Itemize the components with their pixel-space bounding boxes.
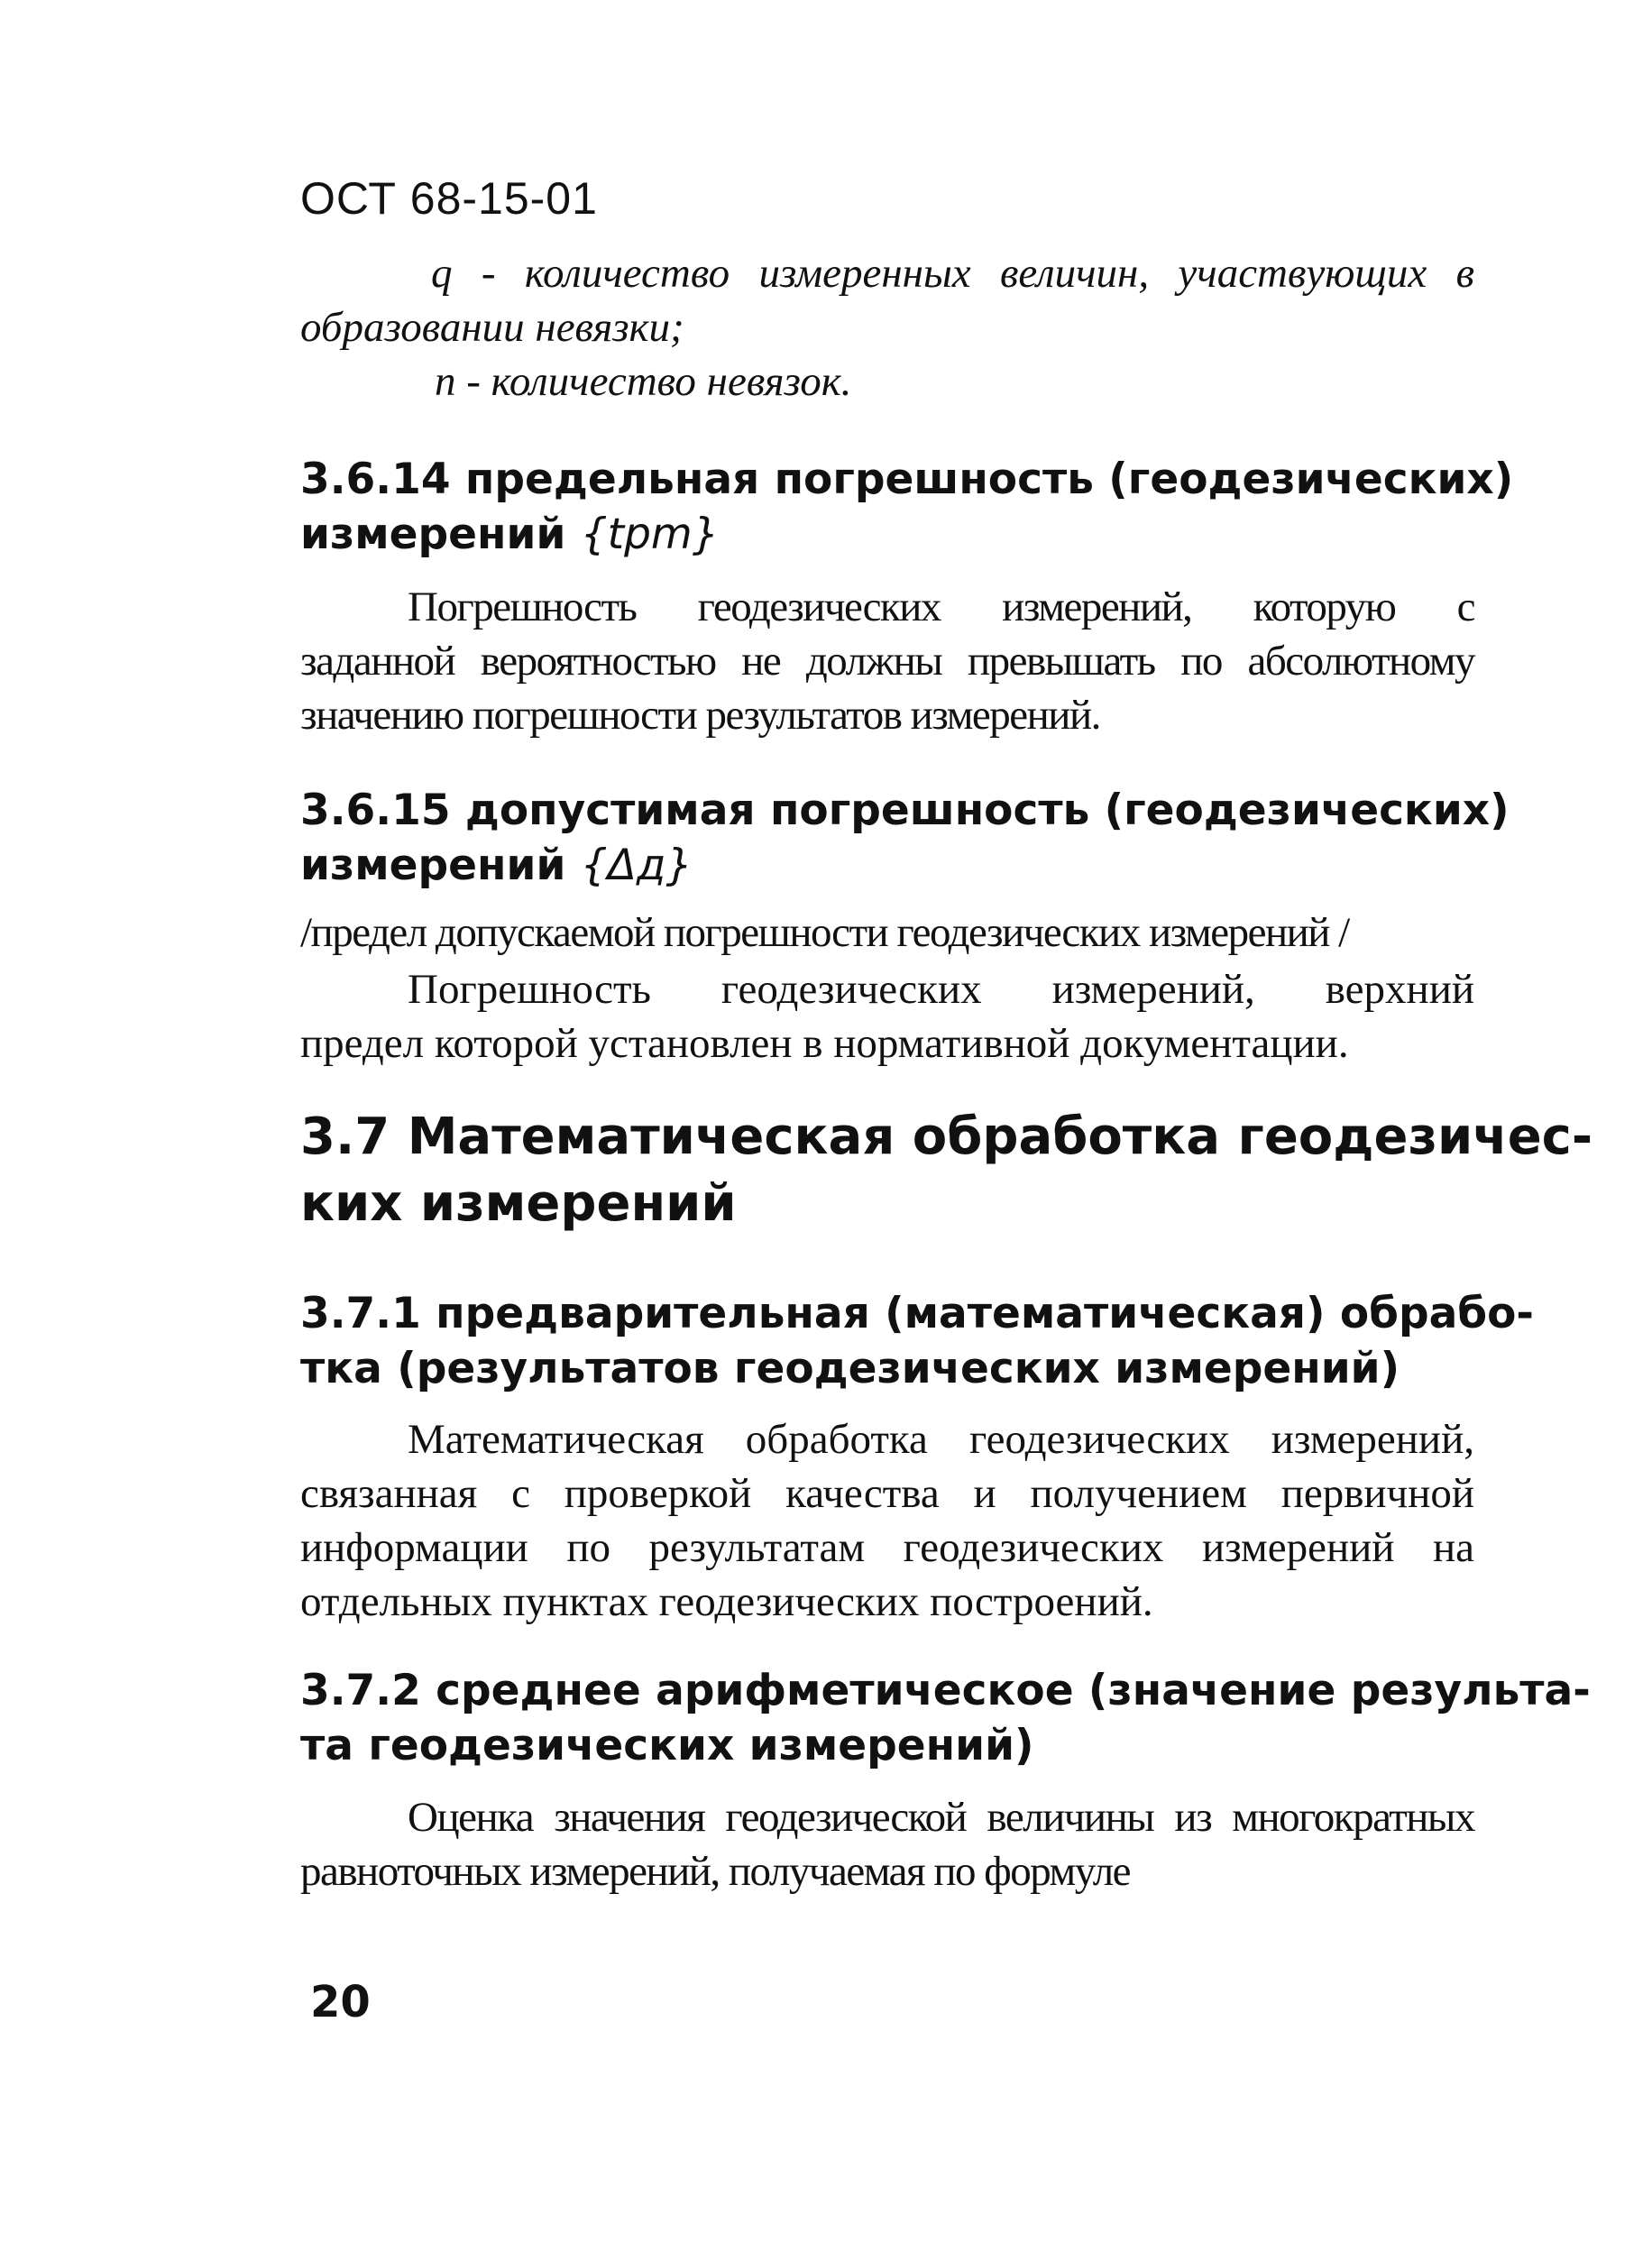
heading-3-6-15-line2: [300, 836, 693, 896]
body-3-7-1-line4: отдельных пунктах геодезических построений.: [300, 1578, 1153, 1625]
definition-q-line2: образовании невязки;: [300, 304, 684, 351]
heading-3-7-2-line1: 3.7.2 среднее арифметическое (значение результа-: [300, 1666, 1591, 1715]
symbol-delta-d: {Δд}: [580, 841, 693, 890]
heading-3-6-15-text: измерений: [300, 841, 581, 890]
heading-3-6-14-line1: 3.6.14 предельная погрешность (геодезических): [300, 455, 1514, 504]
heading-3-7-1-line1: 3.7.1 предварительная (математическая) обрабо-: [300, 1289, 1534, 1338]
definition-n: n - количество невязок.: [435, 358, 852, 405]
body-3-7-1-line1: Математическая обработка геодезических измерений,: [408, 1416, 1474, 1463]
definition-q-line1: q - количество измеренных величин, участвующих в: [431, 250, 1474, 297]
body-3-6-14-line2: заданной вероятностью не должны превышать по абсолютному: [300, 638, 1474, 685]
heading-3-7-line2: ких измерений: [300, 1174, 737, 1233]
synonym-3-6-15: /предел допускаемой погрешности геодезических измерений /: [300, 909, 1349, 956]
body-3-6-14-line3: значению погрешности результатов измерений.: [300, 692, 1100, 739]
page-number: 20: [310, 1977, 371, 2027]
heading-3-6-14-text: измерений: [300, 510, 581, 559]
body-3-7-2-line2: равноточных измерений, получаемая по формуле: [300, 1848, 1131, 1895]
body-3-6-15-line2: предел которой установлен в нормативной документации.: [300, 1020, 1349, 1067]
body-3-6-15-line1: Погрешность геодезических измерений, верхний: [408, 966, 1474, 1013]
heading-3-7-1-line2: тка (результатов геодезических измерений): [300, 1344, 1400, 1393]
body-3-7-1-line3: информации по результатам геодезических измерений на: [300, 1524, 1474, 1571]
heading-3-7-2-line2: та геодезических измерений): [300, 1721, 1034, 1770]
body-3-7-1-line2: связанная с проверкой качества и получением первичной: [300, 1470, 1474, 1517]
body-3-7-2-line1: Оценка значения геодезической величины из многократных: [408, 1794, 1474, 1841]
symbol-tpm: {tpm}: [580, 510, 720, 559]
heading-3-6-14-line2: [300, 505, 720, 565]
document-code: ОСТ 68-15-01: [300, 173, 598, 224]
heading-3-6-15-line1: 3.6.15 допустимая погрешность (геодезических): [300, 786, 1510, 835]
body-3-6-14-line1: Погрешность геодезических измерений, которую с: [408, 584, 1474, 630]
heading-3-7-line1: 3.7 Математическая обработка геодезичес-: [300, 1108, 1593, 1166]
